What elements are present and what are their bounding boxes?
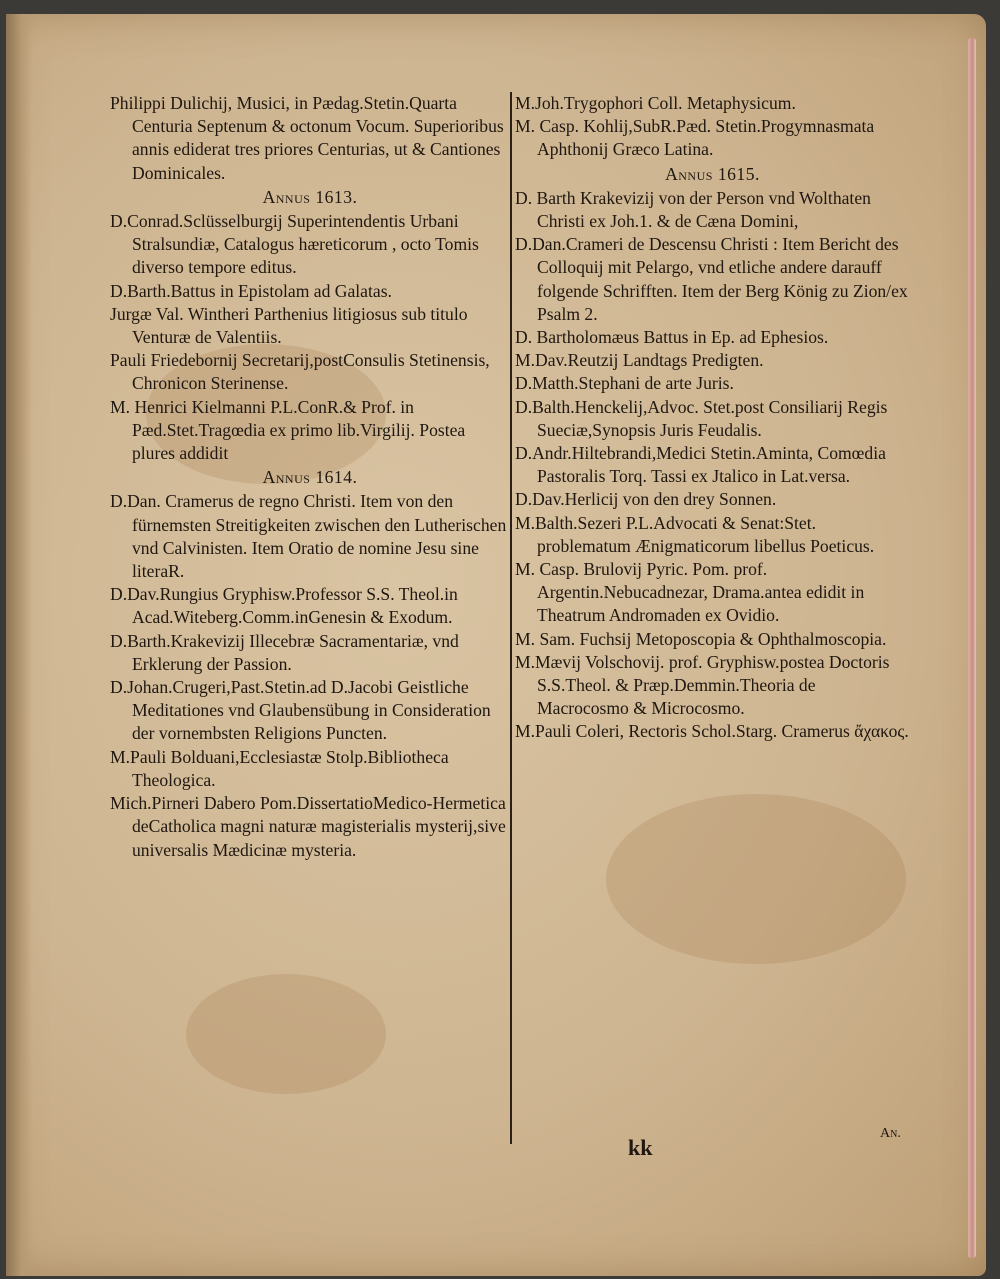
entry: M. Sam. Fuchsij Metoposcopia & Ophthalmoscopia. <box>515 628 887 649</box>
entry: D.Dav.Rungius Gryphisw.Professor S.S. Theol.in Acad.Witeberg.Comm.inGenesin & Exodum. <box>110 584 458 628</box>
year-heading: Annus 1613. <box>262 186 358 207</box>
entry: Pauli Friedebornij Secretarij,postConsulis Stetinensis, Chronicon Sterinense. <box>110 350 490 394</box>
entry: Mich.Pirneri Dabero Pom.DissertatioMedico-Hermetica deCatholica magni naturæ magisterialis mysterij,sive universalis Mædicinæ mysteria. <box>110 793 506 860</box>
right-column <box>515 92 910 744</box>
catchword: An. <box>880 1126 901 1141</box>
entry: D.Andr.Hiltebrandi,Medici Stetin.Aminta, Comœdia Pastoralis Torq. Tassi ex Jtalico in Lat.versa. <box>515 443 886 487</box>
year-heading: Annus 1615. <box>665 163 760 184</box>
entry: M. Henrici Kielmanni P.L.ConR.& Prof. in Pæd.Stet.Tragœdia ex primo lib.Virgilij. Postea plures addidit <box>110 396 466 464</box>
spine-shadow <box>6 14 32 1276</box>
left-column <box>110 92 510 862</box>
entry: Jurgæ Val. Wintheri Parthenius litigiosus sub titulo Venturæ de Valentiis. <box>110 303 468 348</box>
entry: M.Pauli Coleri, Rectoris Schol.Starg. Cramerus ἄχακος. <box>515 721 909 742</box>
entry: M. Casp. Brulovij Pyric. Pom. prof. Argentin.Nebucadnezar, Drama.antea edidit in Theatrum Andromaden ex Ovidio. <box>515 559 865 626</box>
red-page-edge <box>968 38 976 1258</box>
entry: M.Mævij Volschovij. prof. Gryphisw.postea Doctoris S.S.Theol. & Præp.Demmin.Theoria de Macrocosmo & Microcosmo. <box>515 651 890 719</box>
entry: M. Casp. Kohlij,SubR.Pæd. Stetin.Progymnasmata Aphthonij Græco Latina. <box>515 116 875 160</box>
column-divider <box>510 92 512 1144</box>
entry: D. Barth Krakevizij von der Person vnd Wolthaten Christi ex Joh.1. & de Cæna Domini, <box>515 187 871 232</box>
entry: M.Pauli Bolduani,Ecclesiastæ Stolp.Bibliotheca Theologica. <box>110 746 449 790</box>
entry: M.Dav.Reutzij Landtags Predigten. <box>515 350 764 371</box>
entry: D.Conrad.Sclüsselburgij Superintendentis Urbani Stralsundiæ, Catalogus hæreticorum , octo Tomis diverso tempore editus. <box>110 211 479 278</box>
entry: M.Joh.Trygophori Coll. Metaphysicum. <box>515 93 796 113</box>
entry: D.Dan.Crameri de Descensu Christi : Item Bericht des Colloquij mit Pelargo, vnd etliche andere darauff folgende Schrifften. Item der Berg König zu Zion/ex Psalm 2. <box>515 234 908 324</box>
entry: Philippi Dulichij, Musici, in Pædag.Stetin.Quarta Centuria Septenum & octonum Vocum. Superioribus annis ediderat tres priores Centurias, ut & Cantiones Dominicales. <box>110 93 504 183</box>
year-heading: Annus 1614. <box>262 467 358 488</box>
entry: D. Bartholomæus Battus in Ep. ad Ephesios. <box>515 327 829 348</box>
entry: D.Barth.Battus in Epistolam ad Galatas. <box>110 280 392 301</box>
stain <box>606 794 906 964</box>
entry: D.Matth.Stephani de arte Juris. <box>515 373 734 394</box>
stain <box>186 974 386 1094</box>
entry: D.Balth.Henckelij,Advoc. Stet.post Consiliarij Regis Sueciæ,Synopsis Juris Feudalis. <box>515 396 888 440</box>
entry: D.Johan.Crugeri,Past.Stetin.ad D.Jacobi Geistliche Meditationes vnd Glaubensübung in Consideration der vornembsten Religions Puncten. <box>110 677 491 744</box>
entry: D.Barth.Krakevizij Illecebræ Sacramentariæ, vnd Erklerung der Passion. <box>110 630 459 674</box>
entry: D.Dav.Herlicij von den drey Sonnen. <box>515 489 777 510</box>
entry: M.Balth.Sezeri P.L.Advocati & Senat:Stet. problematum Ænigmaticorum libellus Poeticus. <box>515 512 875 556</box>
signature-mark: kk <box>628 1135 653 1160</box>
entry: D.Dan. Cramerus de regno Christi. Item von den fürnemsten Streitigkeiten zwischen den Lutherischen vnd Calvinisten. Item Oratio de nomine Jesu sine literaR. <box>110 491 507 582</box>
